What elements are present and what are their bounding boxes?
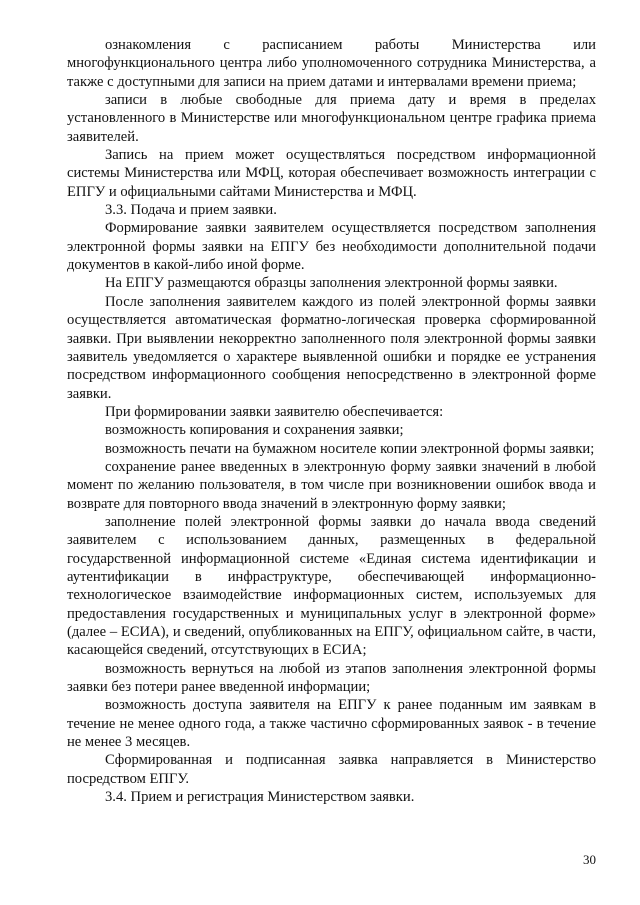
paragraph-5: Формирование заявки заявителем осуществляется посредством заполнения электронной формы заявки на ЕПГУ без необходимости дополнительной подачи документов в какой-либо иной форме. bbox=[67, 220, 596, 274]
paragraph-15: Сформированная и подписанная заявка направляется в Министерство посредством ЕПГУ. bbox=[67, 752, 596, 787]
paragraph-8: При формировании заявки заявителю обеспечивается: bbox=[105, 403, 444, 420]
page-number: 30 bbox=[583, 852, 596, 867]
section-heading-3-3: 3.3. Подача и прием заявки. bbox=[105, 202, 277, 219]
list-item-return: возможность вернуться на любой из этапов заполнения электронной формы заявки без потери ранее введенной информации; bbox=[67, 660, 596, 696]
section-heading-3-4: 3.4. Прием и регистрация Министерством заявки. bbox=[105, 789, 415, 806]
paragraph-2: записи в любые свободные для приема дату и время в пределах установленного в Министерстве или многофункциональном центре графика приема заявителей. bbox=[67, 92, 596, 145]
paragraph-7: После заполнения заявителем каждого из полей электронной формы заявки осуществляется автоматическая форматно-логическая проверка сформированной заявки. При выявлении некорректно заполненного поля электронной формы заявки заявитель уведомляется о характере выявленной ошибки и порядке ее устранения посредством информационного сообщения непосредственно в электронной форме заявки. bbox=[67, 293, 596, 402]
list-item-prefill: заполнение полей электронной формы заявки до начала ввода сведений заявителем с использованием данных, размещенных в федеральной государственной информационной системе «Единая система идентификации и аутентификации в инфраструктуре, обеспечивающей информационно-технологическое взаимодействие информационных систем, используемых для предоставления государственных и муниципальных услуг в электронной форме» (далее – ЕСИА), и сведений, опубликованных на ЕПГУ, официальном сайте, в части, касающейся сведений, отсутствующих в ЕСИА; bbox=[67, 513, 596, 659]
paragraph-3: Запись на прием может осуществляться посредством информационной системы Министерства или МФЦ, которая обеспечивает возможность интеграции с ЕПГУ и официальными сайтами Министерства и МФЦ. bbox=[67, 147, 596, 200]
list-item-print: возможность печати на бумажном носителе копии электронной формы заявки; bbox=[105, 440, 595, 457]
list-item-save: сохранение ранее введенных в электронную форму заявки значений в любой момент по желанию пользователя, в том числе при возникновении ошибок ввода и возврате для повторного ввода значений в электронную форму заявки; bbox=[67, 458, 596, 512]
paragraph-1: ознакомления с расписанием работы Министерства или многофункционального центра либо уполномоченного сотрудника Министерства, а также с доступными для записи на прием датами и интервалами времени приема; bbox=[67, 37, 596, 90]
list-item-access: возможность доступа заявителя на ЕПГУ к ранее поданным им заявкам в течение не менее одного года, а также частично сформированных заявок - в течение не менее 3 месяцев. bbox=[67, 697, 596, 751]
document-body bbox=[67, 36, 596, 806]
paragraph-6: На ЕПГУ размещаются образцы заполнения электронной формы заявки. bbox=[105, 275, 558, 292]
list-item-copy: возможность копирования и сохранения заявки; bbox=[105, 422, 404, 439]
